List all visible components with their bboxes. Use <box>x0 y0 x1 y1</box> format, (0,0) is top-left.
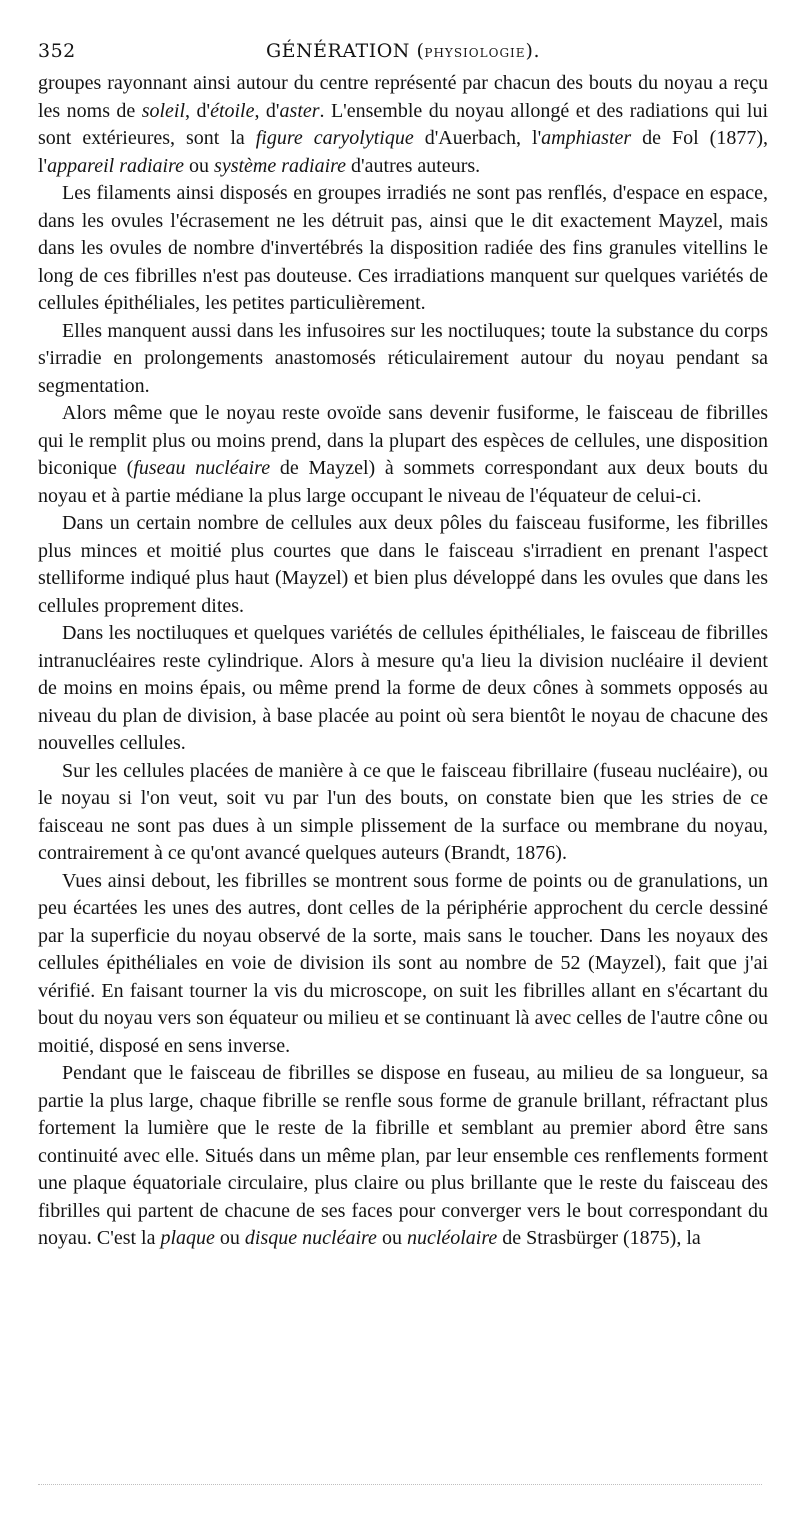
text-run: d'Auerbach, l' <box>413 127 542 149</box>
text-run: ou <box>376 1227 407 1249</box>
paragraph <box>38 318 768 401</box>
running-header <box>38 36 768 70</box>
italic-term: appareil radiaire <box>47 154 185 177</box>
book-page <box>38 36 768 1253</box>
text-run: Alors même que le noyau reste ovoïde sans devenir fusiforme, le faisceau de fibrilles qui le remplit plus ou moins prend, dans la plupart des espèces de cellules, une disposition biconique ( <box>38 402 768 479</box>
text-run: Pendant que le faisceau de fibrilles se dispose en fuseau, au milieu de sa longueur, sa partie la plus large, chaque fibrille se renfle sous forme de granule brillant, réfractant plus fortement la lumière que le reste de la fibrille et semblant au premier abord être sans continuité avec elle. Situés dans un même plan, par leur ensemble ces renflements forment une plaque équatoriale circulaire, plus claire ou plus brillante que le reste du faisceau des fibrilles qui partent de chacune de ses faces pour converger vers le bout correspondant du noyau. C'est la <box>38 1062 768 1249</box>
italic-term: aster <box>279 99 320 122</box>
italic-term: fuseau nucléaire <box>133 457 271 479</box>
body-text <box>38 70 768 1253</box>
text-run: de Fol (1877), l' <box>38 127 768 177</box>
text-run: Vues ainsi debout, les fibrilles se montrent sous forme de points ou de granulations, un peu écartées les unes des autres, dont celles de la périphérie approchent du cercle dessiné par la superficie du noyau observé de la sorte, mais sans le toucher. Dans les noyaux des cellules épithéliales en voie de division ils sont au nombre de 52 (Mayzel), fait que j'ai vérifié. En faisant tourner la vis du microscope, on suit les fibrilles allant en s'écartant du bout du noyau vers son équateur ou milieu et se continuant là avec celles de l'autre cône ou moitié, disposé en sens inverse. <box>38 869 768 1057</box>
text-run: ou <box>184 154 215 177</box>
italic-term: disque nucléaire <box>244 1227 377 1249</box>
paragraph <box>38 510 768 620</box>
paragraph <box>38 70 768 180</box>
text-run: , d' <box>254 99 280 122</box>
text-run: Les filaments ainsi disposés en groupes irradiés ne sont pas renflés, d'espace en espace, dans les ovules l'écrasement ne les détruit pas, ainsi que le dit exactement Mayzel, mais dans les ovules de nombre d'invertébrés la disposition radiée des fins granules vitellins le long de ces fibrilles n'est pas douteuse. Ces irradiations manquent sur quelques variétés de cellules épithéliales, les petites particulièrement. <box>38 182 768 314</box>
italic-term: amphiaster <box>541 127 632 149</box>
text-run: de Strasbürger (1875), la <box>497 1227 701 1249</box>
italic-term: figure caryolytique <box>255 127 414 149</box>
footer-rule <box>38 1484 762 1485</box>
paragraph <box>38 868 768 1061</box>
running-title-paren-close: ). <box>525 40 540 62</box>
paragraph <box>38 180 768 318</box>
running-title-paren-open: ( <box>409 40 425 62</box>
running-title <box>38 40 768 62</box>
paragraph <box>38 1060 768 1253</box>
paragraph <box>38 620 768 758</box>
text-run: ou <box>214 1227 245 1249</box>
text-run: de Mayzel) à sommets correspondant aux deux bouts du noyau et à partie médiane la plus large occupant le niveau de l'équateur de celui-ci. <box>38 457 768 507</box>
text-run: Elles manquent aussi dans les infusoires sur les noctiluques; toute la substance du corps s'irradie en prolongements anastomosés réticulairement autour du noyau pendant sa segmentation. <box>38 319 768 397</box>
text-run: d'autres auteurs. <box>346 154 481 177</box>
paragraph <box>38 758 768 868</box>
text-run: . L'ensemble du noyau allongé et des radiations qui lui sont extérieures, sont la <box>38 99 769 149</box>
running-title-subtitle: PHYSIOLOGIE <box>424 46 526 60</box>
italic-term: nucléolaire <box>406 1227 498 1249</box>
italic-term: étoile <box>210 99 255 122</box>
text-run: , d' <box>185 99 211 122</box>
paragraph <box>38 400 768 510</box>
italic-term: système radiaire <box>214 154 347 177</box>
page-number: 352 <box>38 40 76 62</box>
italic-term: plaque <box>160 1227 215 1249</box>
running-title-main: GÉNÉRATION <box>266 40 410 62</box>
text-run: Dans les noctiluques et quelques variétés de cellules épithéliales, le faisceau de fibrilles intranucléaires reste cylindrique. Alors à mesure qu'a lieu la division nucléaire il devient de moins en moins épais, ou même prend la forme de deux cônes à sommets opposés au niveau du plan de division, à base placée au point où sera bientôt le noyau de chacune des nouvelles cellules. <box>38 622 768 754</box>
text-run: Dans un certain nombre de cellules aux deux pôles du faisceau fusiforme, les fibrilles plus minces et moitié plus courtes que dans le faisceau s'irradient en prenant l'aspect stelliforme indiqué plus haut (Mayzel) et bien plus développé dans les ovules que dans les cellules proprement dites. <box>38 512 768 617</box>
text-run: Sur les cellules placées de manière à ce que le faisceau fibrillaire (fuseau nucléaire), ou le noyau si l'on veut, soit vu par l'un des bouts, on constate bien que les stries de ce faisceau ne sont pas dues à un simple plissement de la surface ou membrane du noyau, contrairement à ce qu'ont avancé quelques auteurs (Brandt, 1876). <box>38 759 768 864</box>
italic-term: soleil <box>141 99 186 122</box>
text-run: groupes rayonnant ainsi autour du centre représenté par chacun des bouts du noyau a reçu les noms de <box>38 72 768 122</box>
